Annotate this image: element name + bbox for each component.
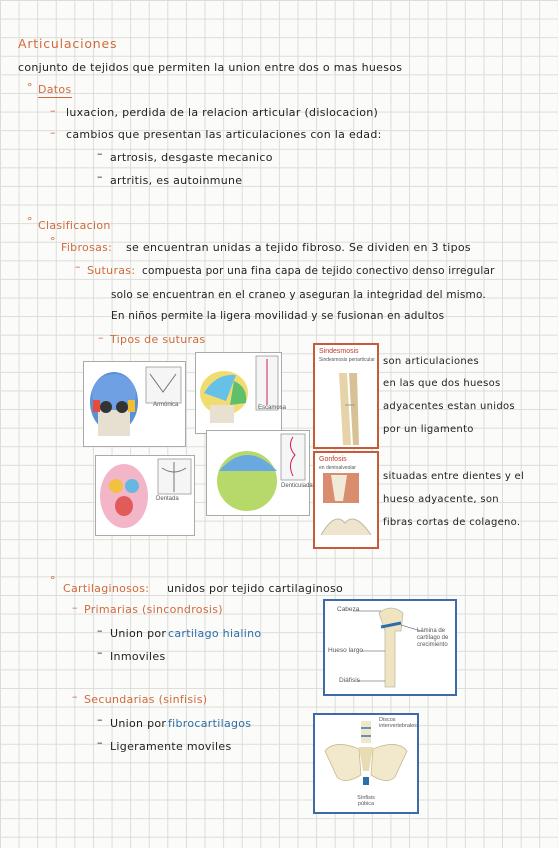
- suture-caption: Dentada: [156, 496, 179, 502]
- sindesmosis-text-4: por un ligamento: [383, 424, 474, 435]
- pelvis-label-discos: Discos intervertebrales: [379, 717, 417, 729]
- secundarias-item-1: Union por: [110, 717, 167, 730]
- suturas-line-3: En niños permite la ligera movilidad y se fusionan en adultos: [111, 310, 445, 322]
- skull-top-image: [206, 430, 313, 516]
- fibrosas-label: Fibrosas:: [61, 241, 113, 254]
- primarias-item-1: Union por: [110, 627, 167, 640]
- dash-icon: –: [97, 713, 103, 726]
- primarias-item-1-highlight: cartilago hialino: [168, 627, 262, 640]
- cartilaginosos-label: Cartilaginosos:: [63, 582, 150, 595]
- suture-caption: Armónica: [153, 402, 179, 408]
- clasificacion-heading: Clasificacion: [38, 219, 111, 232]
- dash-icon: –: [50, 126, 56, 139]
- datos-heading: Datos: [38, 83, 72, 96]
- dash-icon: –: [97, 624, 103, 637]
- primarias-item-2: Inmoviles: [110, 650, 166, 663]
- dash-icon: –: [97, 147, 103, 160]
- dash-icon: –: [97, 646, 103, 659]
- gonfosis-text-3: fibras cortas de colageno.: [383, 517, 521, 528]
- secundarias-item-1-highlight: fibrocartilagos: [168, 717, 252, 730]
- page-title: Articulaciones: [18, 36, 118, 51]
- dash-icon: –: [97, 736, 103, 749]
- datos-subitem-2: artritis, es autoinmune: [110, 174, 243, 187]
- sindesmosis-text-3: adyacentes estan unidos: [383, 401, 515, 412]
- dash-icon: –: [72, 690, 78, 703]
- suturas-label: Suturas:: [87, 264, 136, 277]
- bone-label-lamina: Lámina de cartílago de crecimiento: [417, 628, 449, 648]
- gonfosis-text-1: situadas entre dientes y el: [383, 471, 525, 482]
- bone-label-cabeza: Cabeza: [337, 606, 360, 613]
- skull-front-image: [83, 361, 186, 447]
- dash-icon: –: [97, 170, 103, 183]
- secundarias-label: Secundarias (sinfisis): [84, 693, 208, 706]
- fibrosas-text: se encuentran unidas a tejido fibroso. Se dividen en 3 tipos: [126, 241, 471, 254]
- tipos-label: Tipos de suturas: [110, 333, 206, 346]
- sindesmosis-image: [313, 343, 379, 449]
- sindesmosis-text-1: son articulaciones: [383, 356, 480, 367]
- dash-icon: –: [72, 601, 78, 614]
- sindesmosis-subtitle: Sindesmosis periarticular: [319, 357, 375, 363]
- definition: conjunto de tejidos que permiten la union entre dos o mas huesos: [18, 61, 403, 74]
- long-bone-image: [323, 599, 457, 696]
- datos-subitem-1: artrosis, desgaste mecanico: [110, 151, 273, 164]
- dash-icon: –: [50, 104, 56, 117]
- secundarias-item-2: Ligeramente moviles: [110, 740, 232, 753]
- bone-label-hueso-largo: Hueso largo: [328, 647, 364, 654]
- skull-side-image: [195, 352, 287, 434]
- primarias-label: Primarias (sincondrosis): [84, 603, 223, 616]
- pelvis-label-sinfisis: Sínfisis púbica: [357, 795, 375, 807]
- bullet-icon: °: [27, 81, 33, 94]
- suturas-line-2: solo se encuentran en el craneo y aseguran la integridad del mismo.: [111, 289, 486, 301]
- suture-caption: Escamosa: [258, 405, 287, 411]
- gonfosis-subtitle: en dentoalveolar: [319, 465, 356, 471]
- suturas-text: compuesta por una fina capa de tejido conectivo denso irregular: [142, 265, 495, 277]
- datos-item-1: luxacion, perdida de la relacion articular (dislocacion): [66, 106, 379, 119]
- dash-icon: –: [75, 260, 81, 273]
- bullet-icon: °: [27, 215, 33, 228]
- gonfosis-title: Gonfosis: [319, 456, 347, 463]
- sindesmosis-title: Sindesmosis: [319, 348, 359, 355]
- bullet-icon: °: [50, 235, 56, 248]
- suture-caption: Denticulada: [281, 483, 313, 489]
- gonfosis-image: [313, 451, 379, 549]
- bullet-icon: °: [50, 574, 56, 587]
- cartilaginosos-text: unidos por tejido cartilaginoso: [167, 582, 344, 595]
- bone-label-diafisis: Diáfisis: [339, 677, 360, 684]
- sindesmosis-text-2: en las que dos huesos: [383, 378, 501, 389]
- gonfosis-text-2: hueso adyacente, son: [383, 494, 499, 505]
- pelvis-image: [313, 713, 419, 814]
- datos-item-2: cambios que presentan las articulaciones con la edad:: [66, 128, 382, 141]
- dash-icon: –: [98, 331, 104, 344]
- skull-base-image: [95, 455, 195, 536]
